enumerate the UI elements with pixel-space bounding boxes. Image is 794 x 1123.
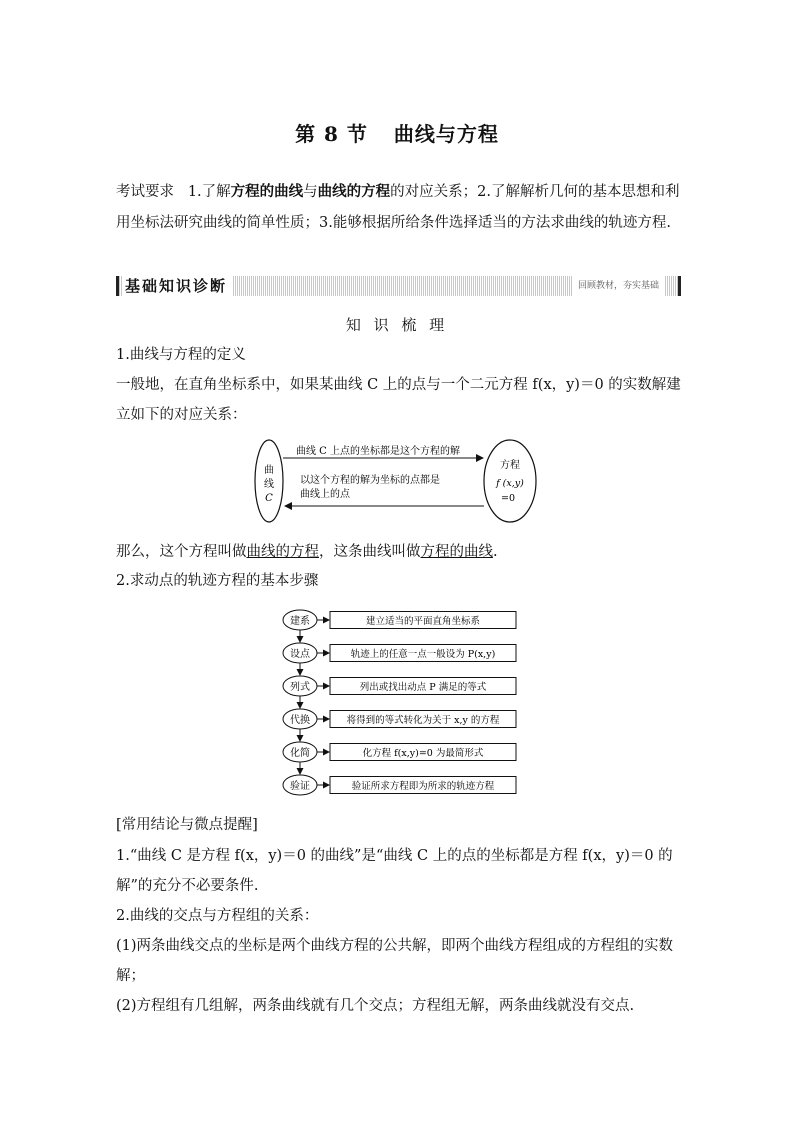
sec1-body: 一般地，在直角坐标系中，如果某曲线 C 上的点与一个二元方程 f(x，y)＝0 的实数解建立如下的对应关系： (116, 377, 681, 423)
step-label: 建系 (290, 616, 310, 627)
step-description: 化方程 f(x,y)=0 为最简形式 (362, 748, 484, 759)
notes-heading: [常用结论与微点提醒] (116, 817, 258, 833)
conclusion-underline-2: 方程的曲线 (420, 544, 493, 560)
requirements-label: 考试要求 (116, 184, 174, 200)
left-char-2: 线 (264, 479, 274, 490)
banner-right-text: 回顾教材，夯实基础 (572, 276, 665, 296)
sec1-heading: 1.曲线与方程的定义 (116, 347, 246, 363)
requirements-text-3: 与 (303, 184, 318, 200)
steps-flowchart (272, 606, 522, 798)
step-label: 设点 (290, 649, 310, 660)
section-banner (116, 276, 681, 296)
step-description: 验证所求方程即为所求的轨迹方程 (351, 781, 495, 792)
requirements-text-2: 方程的曲线 (230, 183, 304, 200)
conclusion-underline-1: 曲线的方程 (246, 544, 319, 560)
conclusion-text-2: ，这条曲线叫做 (319, 544, 421, 560)
right-line-2: f (x,y) (496, 478, 524, 489)
left-char-3: C (265, 493, 273, 504)
watermark (690, 760, 698, 781)
note-4: (2)方程组有几组解，两条曲线就有几个交点；方程组无解，两条曲线就没有交点. (116, 998, 635, 1014)
requirements-text-5: 的对应关系；2.了解解析几何的基本思想和利用坐标法研究曲线的简单性质；3.能够根据所给条件选择适当的方法求曲线的轨迹方程. (116, 184, 680, 231)
step-label: 代换 (290, 715, 310, 726)
curve-equation-diagram (250, 436, 540, 528)
step-description: 将得到的等式转化为关于 x,y 的方程 (346, 715, 500, 726)
sec2-heading: 2.求动点的轨迹方程的基本步骤 (116, 573, 319, 589)
right-line-3: =0 (500, 493, 516, 504)
requirements-text-1: 1.了解 (187, 184, 231, 200)
exam-requirements (116, 176, 682, 239)
left-char-1: 曲 (264, 465, 274, 476)
note-3: (1)两条曲线交点的坐标是两个曲线方程的公共解，即两个曲线方程组成的方程组的实数解； (116, 938, 674, 984)
subtitle: 知 识 梳 理 (345, 316, 449, 334)
section-name: 曲线与方程 (393, 122, 499, 146)
banner-end-bar (678, 276, 681, 296)
top-arrow-label: 曲线 C 上点的坐标都是这个方程的解 (296, 446, 461, 457)
step-description: 轨迹上的任意一点一般设为 P(x,y) (350, 649, 496, 660)
note-1: 1.“曲线 C 是方程 f(x，y)＝0 的曲线”是“曲线 C 上的点的坐标都是方程 f(x，y)＝0 的解”的充分不必要条件. (116, 848, 673, 894)
flow-steps-group (283, 610, 516, 795)
step-description: 建立适当的平面直角坐标系 (365, 616, 481, 627)
step-label: 列式 (290, 682, 310, 693)
bottom-arrow-label-1: 以这个方程的解为坐标的点都是 (300, 475, 440, 486)
conclusion-text-1: 那么，这个方程叫做 (116, 544, 247, 560)
bottom-arrow-label-2: 曲线上的点 (300, 489, 350, 500)
sec1-conclusion (116, 537, 682, 567)
conclusion-text-3: . (493, 544, 498, 560)
page-title (0, 118, 794, 147)
right-line-1: 方程 (500, 460, 520, 471)
step-label: 验证 (290, 781, 310, 792)
step-label: 化简 (290, 748, 310, 759)
step-description: 列出或找出动点 P 满足的等式 (359, 682, 487, 693)
note-2: 2.曲线的交点与方程组的关系： (116, 908, 319, 924)
requirements-text-4: 曲线的方程 (317, 183, 391, 200)
section-number: 第 8 节 (295, 122, 368, 146)
banner-label: 基础知识诊断 (123, 276, 233, 296)
